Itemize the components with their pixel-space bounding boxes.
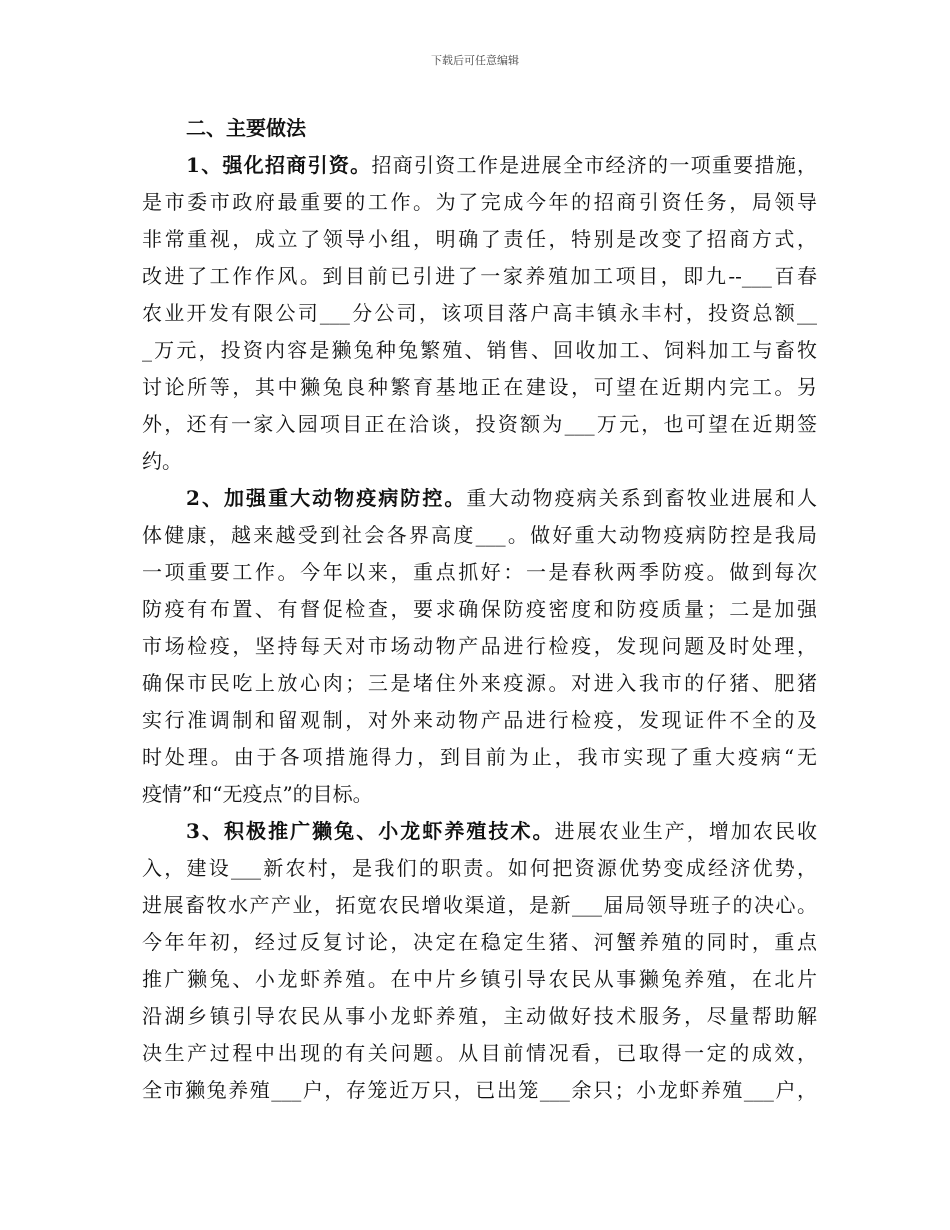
paragraph-3-line: 全市獭兔养殖___户，存笼近万只，已出笼___余只；小龙虾养殖___户， [142, 1078, 817, 1102]
paragraph-3-line-1: 3、积极推广獭兔、小龙虾养殖技术。进展农业生产，增加农民收 [186, 819, 818, 843]
paragraph-3-line: 入，建设___新农村，是我们的职责。如何把资源优势变成经济优势， [142, 856, 817, 880]
paragraph-2-line: 体健康，越来越受到社会各界高度___。做好重大动物疫病防控是我局 [142, 523, 817, 547]
paragraph-2-heading: 2、加强重大动物疫病防控。 [186, 486, 467, 510]
paragraph-1-line: 非常重视，成立了领导小组，明确了责任，特别是改变了招商方式， [142, 227, 817, 251]
paragraph-2-line: 一项重要工作。今年以来，重点抓好：一是春秋两季防疫。做到每次 [142, 560, 817, 584]
paragraph-1-line: 讨论所等，其中獭兔良种繁育基地正在建设，可望在近期内完工。另 [142, 375, 817, 399]
paragraph-1-heading: 1、强化招商引资。 [186, 153, 372, 177]
paragraph-3-line: 今年年初，经过反复讨论，决定在稳定生猪、河蟹养殖的同时，重点 [142, 930, 817, 954]
paragraph-1-line: _万元，投资内容是獭兔种兔繁殖、销售、回收加工、饲料加工与畜牧 [142, 338, 817, 362]
section-title: 二、主要做法 [186, 116, 306, 140]
paragraph-2-line: 确保市民吃上放心肉；三是堵住外来疫源。对进入我市的仔猪、肥猪 [142, 671, 817, 695]
paragraph-2-line: 防疫有布置、有督促检查，要求确保防疫密度和防疫质量；二是加强 [142, 597, 817, 621]
paragraph-2-line: 时处理。由于各项措施得力，到目前为止，我市实现了重大疫病“无 [142, 745, 817, 769]
paragraph-3-line: 决生产过程中出现的有关问题。从目前情况看，已取得一定的成效， [142, 1041, 817, 1065]
paragraph-2-line: 市场检疫，坚持每天对市场动物产品进行检疫，发现问题及时处理， [142, 634, 817, 658]
paragraph-2-line: 实行准调制和留观制，对外来动物产品进行检疫，发现证件不全的及 [142, 708, 817, 732]
paragraph-2-line-1: 2、加强重大动物疫病防控。重大动物疫病关系到畜牧业进展和人 [186, 486, 817, 510]
paragraph-3-line: 推广獭兔、小龙虾养殖。在中片乡镇引导农民从事獭兔养殖，在北片 [142, 967, 817, 991]
paragraph-1-line: 农业开发有限公司___分公司，该项目落户高丰镇永丰村，投资总额__ [142, 301, 817, 325]
paragraph-3-line: 沿湖乡镇引导农民从事小龙虾养殖，主动做好技术服务，尽量帮助解 [142, 1004, 817, 1028]
paragraph-1-line: 改进了工作作风。到目前已引进了一家养殖加工项目，即九--___百春 [142, 264, 817, 288]
paragraph-3-line: 进展畜牧水产产业，拓宽农民增收渠道，是新___届局领导班子的决心。 [142, 893, 817, 917]
paragraph-3-heading: 3、积极推广獭兔、小龙虾养殖技术。 [186, 819, 555, 843]
paragraph-2-line: 疫情”和“无疫点”的目标。 [142, 782, 373, 806]
paragraph-1-line: 是市委市政府最重要的工作。为了完成今年的招商引资任务，局领导 [142, 190, 817, 214]
paragraph-1-line: 外，还有一家入园项目正在洽谈，投资额为___万元，也可望在近期签 [142, 412, 817, 436]
paragraph-1-line: 约。 [142, 449, 182, 473]
document-body [142, 110, 817, 1109]
page-header: 下载后可任意编辑 [431, 54, 519, 67]
paragraph-1-line-1: 1、强化招商引资。招商引资工作是进展全市经济的一项重要措施， [186, 153, 818, 177]
